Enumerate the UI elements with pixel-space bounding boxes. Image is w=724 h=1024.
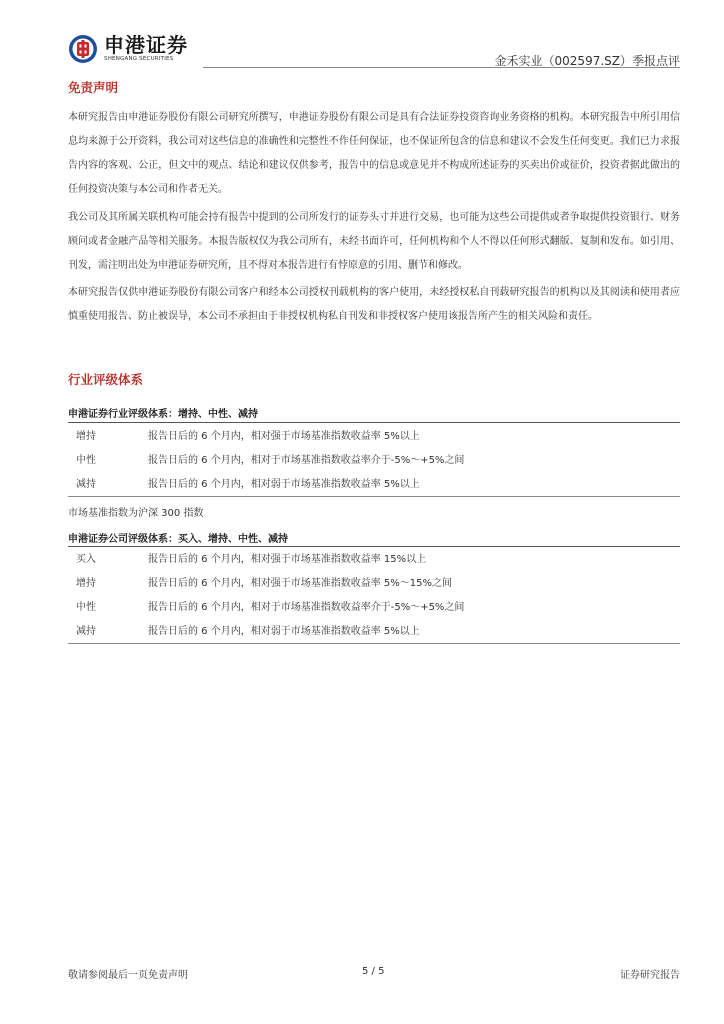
- report-label: 金禾实业（002597.SZ）季报点评: [494, 54, 680, 68]
- footer-disclaimer-note: 敬请参阅最后一页免责声明: [68, 970, 188, 981]
- shengang-logo-icon: [68, 34, 98, 64]
- industry-table-top-rule: [68, 422, 680, 423]
- industry-table-row: [68, 473, 680, 497]
- rating-section-title: 行业评级体系: [68, 372, 144, 387]
- rating-description: 报告日后的 6 个月内，相对于市场基准指数收益率介于-5%～+5%之间: [148, 602, 465, 613]
- rating-description: 报告日后的 6 个月内，相对弱于市场基准指数收益率 5%以上: [148, 626, 420, 637]
- disclaimer-paragraph-1: 本研究报告由申港证券股份有限公司研究所撰写，申港证券股份有限公司是具有合法证券投资咨询业务资格的机构。本研究报告中所引用信息均来源于公开资料，我公司对这些信息的准确性和完整性不作任何保证，也不保证所包含的信息和建议不会发生任何变更。我们已力求报告内容的客观、公正，但文中的观点、结论和建议仅供参考，报告中的信息或意见并不构成所述证券的买卖出价或征价，投资者据此做出的任何投资决策与本公司和作者无关。: [68, 112, 680, 195]
- disclaimer-paragraph-2: 我公司及其所属关联机构可能会持有报告中提到的公司所发行的证券头寸并进行交易，也可能为这些公司提供或者争取提供投资银行、财务顾问或者金融产品等相关服务。本报告版权仅为我公司所有，未经书面许可，任何机构和个人不得以任何形式翻版、复制和发布。如引用、刊发，需注明出处为申港证券研究所，且不得对本报告进行有悖原意的引用、删节和修改。: [68, 212, 680, 271]
- company-logo: [68, 34, 188, 64]
- rating-description: 报告日后的 6 个月内，相对强于市场基准指数收益率 15%以上: [148, 554, 427, 565]
- rating-label: 增持: [76, 431, 96, 442]
- footer-report-type: 证券研究报告: [620, 970, 680, 981]
- company-table-row: [68, 620, 680, 644]
- rating-label: 买入: [76, 554, 96, 565]
- industry-table-bottom-rule: [68, 496, 680, 497]
- industry-rating-title: 申港证券行业评级体系：增持、中性、减持: [68, 409, 258, 420]
- page-header: [68, 34, 680, 68]
- rating-label: 增持: [76, 578, 96, 589]
- company-table-bottom-rule: [68, 643, 680, 644]
- page-number: 5 / 5: [362, 966, 385, 977]
- rating-description: 报告日后的 6 个月内，相对强于市场基准指数收益率 5%以上: [148, 431, 420, 442]
- rating-description: 报告日后的 6 个月内，相对于市场基准指数收益率介于-5%～+5%之间: [148, 455, 465, 466]
- company-table-row: [68, 572, 680, 596]
- rating-label: 减持: [76, 479, 96, 490]
- industry-table-row: [68, 449, 680, 473]
- logo-english-name: SHENGANG SECURITIES: [104, 56, 174, 62]
- rating-description: 报告日后的 6 个月内，相对弱于市场基准指数收益率 5%以上: [148, 479, 420, 490]
- rating-label: 减持: [76, 626, 96, 637]
- disclaimer-title: 免责声明: [68, 80, 119, 95]
- logo-chinese-name: 申港证券: [104, 33, 188, 57]
- header-divider: [203, 67, 680, 68]
- company-table-row: [68, 548, 680, 572]
- benchmark-note: 市场基准指数为沪深 300 指数: [68, 508, 204, 519]
- company-table-row: [68, 596, 680, 620]
- company-table-top-rule: [68, 546, 680, 547]
- rating-label: 中性: [76, 455, 96, 466]
- company-rating-title: 申港证券公司评级体系：买入、增持、中性、减持: [68, 534, 288, 545]
- industry-table-row: [68, 425, 680, 449]
- disclaimer-paragraph-3: 本研究报告仅供申港证券股份有限公司客户和经本公司授权刊载机构的客户使用，未经授权私自刊载研究报告的机构以及其阅读和使用者应慎重使用报告、防止被误导，本公司不承担由于非授权机构私自刊发和非授权客户使用该报告所产生的相关风险和责任。: [68, 287, 680, 322]
- rating-label: 中性: [76, 602, 96, 613]
- rating-description: 报告日后的 6 个月内，相对强于市场基准指数收益率 5%～15%之间: [148, 578, 452, 589]
